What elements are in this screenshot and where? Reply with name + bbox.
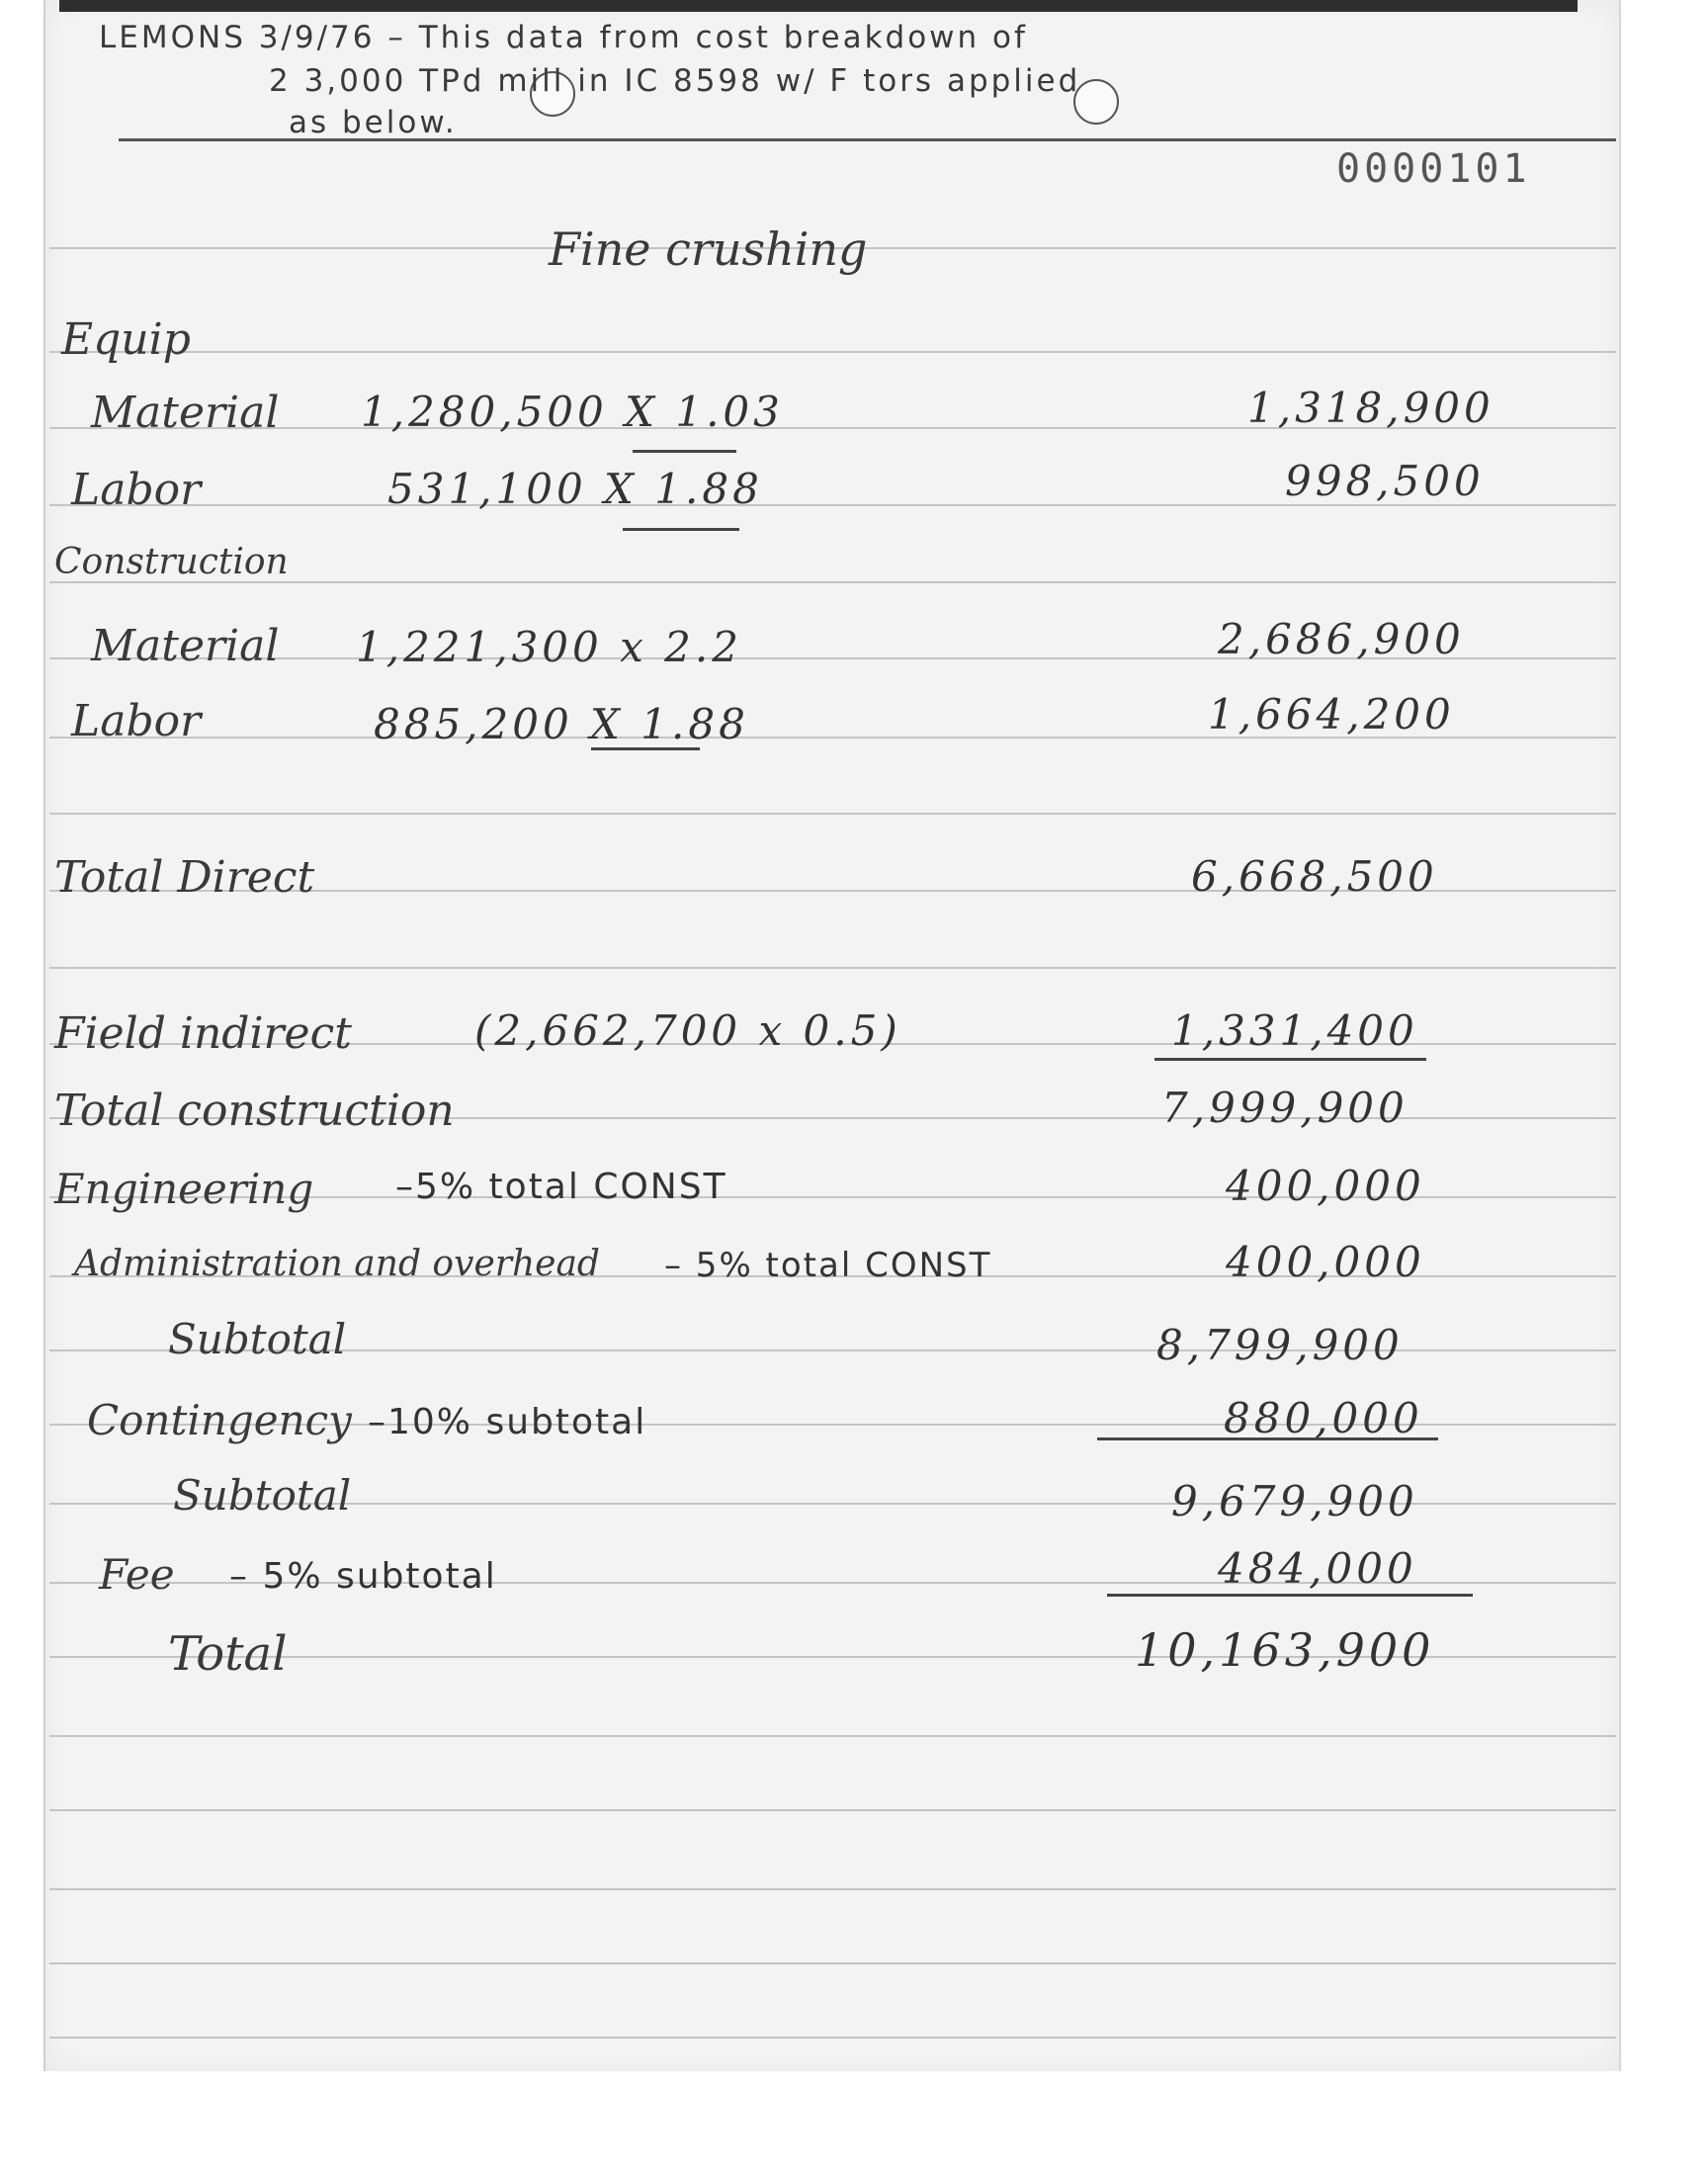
total-value: 10,163,900 — [1135, 1623, 1435, 1677]
total-direct-value: 6,668,500 — [1191, 852, 1438, 901]
subtotal-2-value: 9,679,900 — [1171, 1477, 1418, 1525]
header-line-2: 2 3,000 TPd mill in IC 8598 w/ F tors applied — [269, 63, 1081, 99]
subtotal-1-value: 8,799,900 — [1156, 1321, 1404, 1369]
const-material-calc: 1,221,300 x 2.2 — [356, 623, 742, 671]
engineering-label: Engineering — [54, 1165, 314, 1213]
header-line-1: LEMONS 3/9/76 – This data from cost breakdown of — [99, 20, 1028, 55]
section-equip: Equip — [61, 314, 191, 365]
engineering-note: –5% total CONST — [395, 1167, 727, 1207]
total-direct-label: Total Direct — [54, 852, 315, 903]
equip-labor-calc: 531,100 X 1.88 — [387, 465, 763, 513]
const-material-label: Material — [91, 621, 280, 671]
fee-label: Fee — [99, 1550, 175, 1599]
subtotal-2-label: Subtotal — [173, 1471, 352, 1520]
field-indirect-value: 1,331,400 — [1171, 1006, 1418, 1055]
contingency-note: –10% subtotal — [368, 1402, 647, 1442]
field-indirect-calc: (2,662,700 x 0.5) — [474, 1006, 901, 1055]
engineering-value: 400,000 — [1226, 1162, 1425, 1210]
factor-underline — [633, 450, 736, 453]
header-line-3: as below. — [289, 105, 458, 140]
const-labor-value: 1,664,200 — [1208, 690, 1455, 739]
equip-material-calc: 1,280,500 X 1.03 — [361, 388, 784, 436]
contingency-value: 880,000 — [1224, 1394, 1423, 1442]
sum-underline — [1154, 1058, 1426, 1061]
sum-underline — [1107, 1594, 1473, 1597]
document-number-stamp: 0000101 — [1336, 146, 1531, 192]
admin-label: Administration and overhead — [74, 1244, 600, 1284]
subtotal-1-label: Subtotal — [168, 1315, 347, 1363]
field-indirect-label: Field indirect — [54, 1008, 352, 1059]
admin-note: – 5% total CONST — [664, 1246, 992, 1285]
page-title: Fine crushing — [549, 222, 868, 276]
const-material-value: 2,686,900 — [1218, 615, 1465, 663]
equip-labor-value: 998,500 — [1285, 457, 1485, 505]
equip-material-label: Material — [91, 388, 280, 438]
total-construction-label: Total construction — [54, 1086, 455, 1136]
section-construction: Construction — [54, 542, 289, 582]
total-label: Total — [168, 1626, 288, 1682]
fee-note: – 5% subtotal — [229, 1556, 497, 1597]
const-labor-label: Labor — [71, 696, 202, 746]
admin-value: 400,000 — [1226, 1238, 1425, 1286]
sum-underline — [1097, 1437, 1438, 1440]
contingency-label: Contingency — [87, 1396, 352, 1444]
equip-labor-label: Labor — [71, 465, 202, 515]
total-construction-value: 7,999,900 — [1161, 1084, 1409, 1132]
equip-material-value: 1,318,900 — [1247, 384, 1494, 432]
sheet-top-edge — [59, 0, 1578, 12]
factor-underline — [623, 528, 739, 531]
factor-underline — [591, 747, 700, 750]
const-labor-calc: 885,200 X 1.88 — [374, 700, 749, 748]
fee-value: 484,000 — [1218, 1544, 1417, 1593]
